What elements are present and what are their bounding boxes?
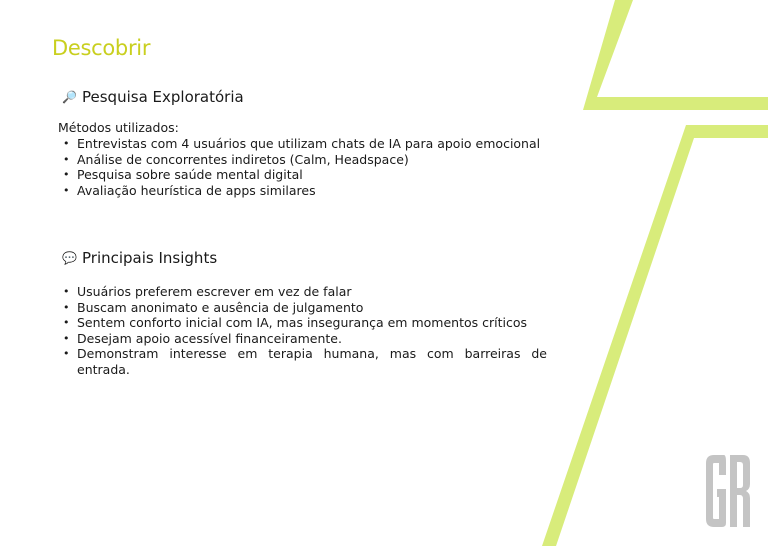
speech-bubble-icon: 💬	[62, 251, 77, 265]
list-item: • Sentem conforto inicial com IA, mas insegurança em momentos críticos	[62, 315, 547, 331]
magnifier-icon: 🔎	[62, 90, 77, 104]
list-item: • Demonstram interesse em terapia humana, mas com barreiras de entrada.	[62, 346, 547, 377]
methods-list	[62, 136, 547, 198]
research-heading-label: Pesquisa Exploratória	[82, 88, 244, 106]
accent-stripe-top	[583, 0, 768, 110]
insights-heading	[62, 249, 217, 267]
list-item: • Desejam apoio acessível financeiramente.	[62, 331, 547, 347]
list-item: • Usuários preferem escrever em vez de falar	[62, 284, 547, 300]
list-item: • Avaliação heurística de apps similares	[62, 183, 547, 199]
methods-intro: Métodos utilizados:	[58, 120, 179, 135]
list-item: • Buscam anonimato e ausência de julgamento	[62, 300, 547, 316]
list-item: • Análise de concorrentes indiretos (Calm, Headspace)	[62, 152, 547, 168]
insights-list	[62, 284, 547, 377]
list-item: • Pesquisa sobre saúde mental digital	[62, 167, 547, 183]
list-item: • Entrevistas com 4 usuários que utilizam chats de IA para apoio emocional	[62, 136, 547, 152]
gr-logo-icon	[704, 453, 752, 529]
page-title: Descobrir	[52, 36, 151, 60]
insights-heading-label: Principais Insights	[82, 249, 218, 267]
research-heading	[62, 88, 244, 106]
